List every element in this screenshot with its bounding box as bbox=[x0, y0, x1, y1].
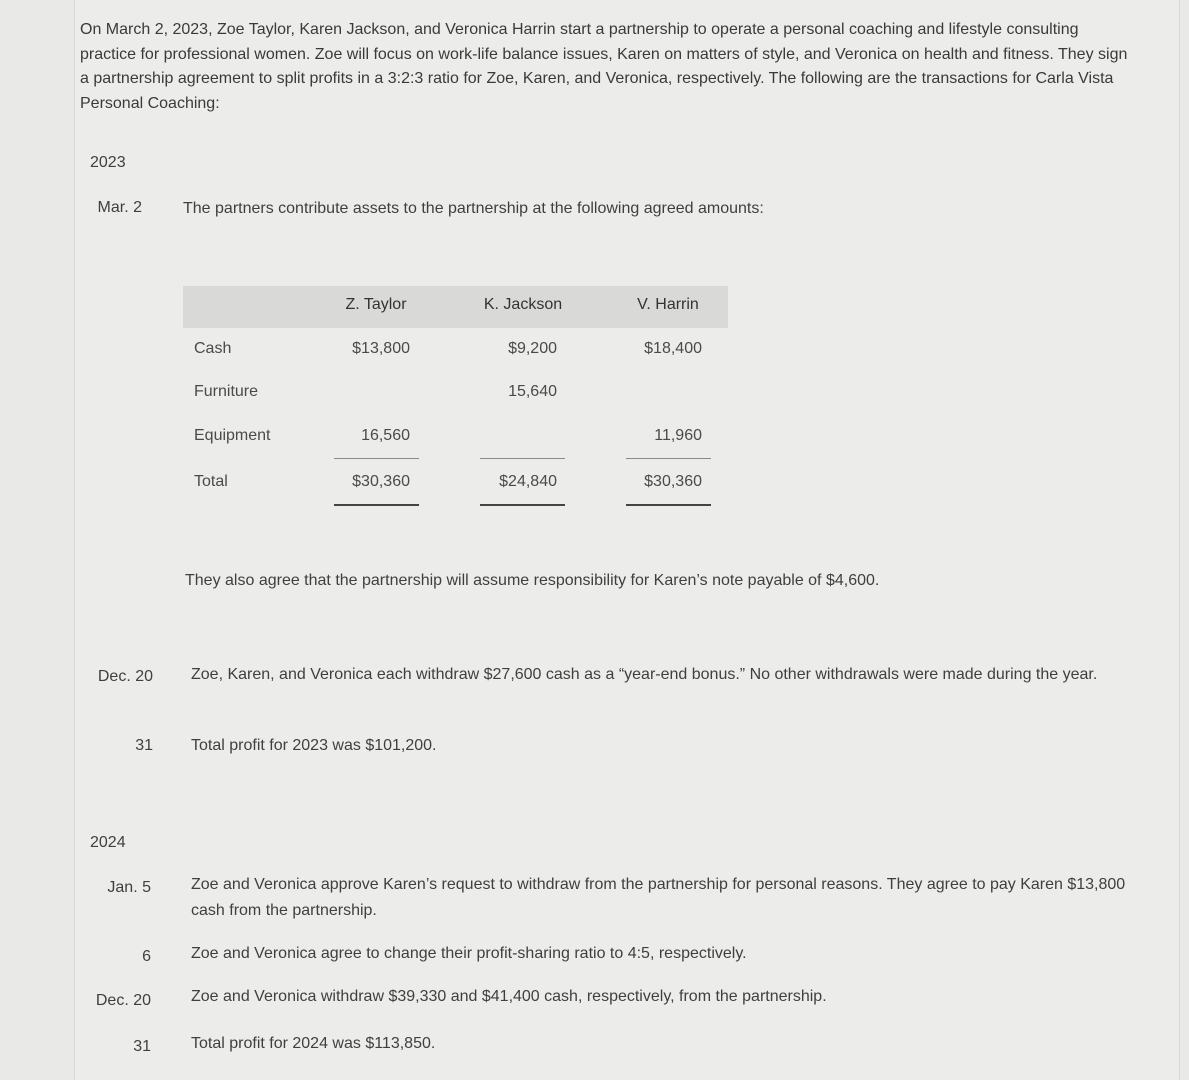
cell-cash-harrin: $18,400 bbox=[644, 340, 702, 357]
cell-cash-jackson: $9,200 bbox=[508, 340, 557, 357]
date-dec-20-2023: Dec. 20 bbox=[97, 668, 153, 685]
intro-paragraph: On March 2, 2023, Zoe Taylor, Karen Jackson, and Veronica Harrin start a partnership to operate a personal coaching and lifestyle consulting practice for professional women. Zoe will focus on work-life balance issues, Karen on matters of style, and Veronica on health and fitness. They sign a partnership agreement to split profits in a 3:2:3 ratio for Zoe, Karen, and Veronica, respectively. The following are the transactions for Carla Vista Personal Coaching: bbox=[80, 21, 1128, 112]
cell-total-harrin: $30,360 bbox=[644, 473, 702, 490]
total-rule-harrin bbox=[626, 504, 711, 506]
subtotal-rule-taylor bbox=[334, 458, 419, 459]
dec-20-2023-description: Zoe, Karen, and Veronica each withdraw $27,600 cash as a “year-end bonus.” No other withdrawals were made during the year. bbox=[191, 666, 1098, 683]
cell-total-jackson: $24,840 bbox=[499, 473, 557, 490]
col-header-harrin: V. Harrin bbox=[637, 296, 699, 313]
date-mar-2: Mar. 2 bbox=[97, 199, 142, 216]
date-jan-5: Jan. 5 bbox=[107, 879, 151, 896]
row-label-furniture: Furniture bbox=[194, 383, 259, 400]
mar-2-description: The partners contribute assets to the partnership at the following agreed amounts: bbox=[183, 200, 764, 217]
total-rule-taylor bbox=[334, 504, 419, 506]
col-header-taylor: Z. Taylor bbox=[345, 296, 407, 313]
year-2024-label: 2024 bbox=[90, 834, 126, 851]
cell-furniture-jackson: 15,640 bbox=[508, 383, 557, 400]
dec-31-2024-description: Total profit for 2024 was $113,850. bbox=[191, 1035, 436, 1052]
cell-equipment-harrin: 11,960 bbox=[654, 427, 702, 444]
date-dec-20-2024: Dec. 20 bbox=[95, 992, 151, 1009]
cell-cash-taylor: $13,800 bbox=[352, 340, 410, 357]
date-dec-31-2023: 31 bbox=[135, 737, 153, 754]
date-jan-6: 6 bbox=[142, 948, 151, 965]
row-label-cash: Cash bbox=[194, 340, 232, 357]
subtotal-rule-jackson bbox=[480, 458, 565, 459]
cell-total-taylor: $30,360 bbox=[352, 473, 410, 490]
subtotal-rule-harrin bbox=[626, 458, 711, 459]
row-label-equipment: Equipment bbox=[194, 427, 271, 444]
col-header-jackson: K. Jackson bbox=[483, 296, 563, 313]
row-label-total: Total bbox=[194, 473, 228, 490]
year-2023-label: 2023 bbox=[90, 154, 126, 171]
total-rule-jackson bbox=[480, 504, 565, 506]
dec-20-2024-description: Zoe and Veronica withdraw $39,330 and $41,400 cash, respectively, from the partnership. bbox=[191, 988, 827, 1005]
note-payable-text: They also agree that the partnership will assume responsibility for Karen’s note payable of $4,600. bbox=[185, 572, 880, 589]
date-dec-31-2024: 31 bbox=[133, 1038, 151, 1055]
jan-6-description: Zoe and Veronica agree to change their profit-sharing ratio to 4:5, respectively. bbox=[191, 945, 747, 962]
jan-5-description: Zoe and Veronica approve Karen’s request to withdraw from the partnership for personal reasons. They agree to pay Karen $13,800 cash from the partnership. bbox=[191, 876, 1126, 919]
cell-equipment-taylor: 16,560 bbox=[361, 427, 410, 444]
dec-31-2023-description: Total profit for 2023 was $101,200. bbox=[191, 737, 437, 754]
